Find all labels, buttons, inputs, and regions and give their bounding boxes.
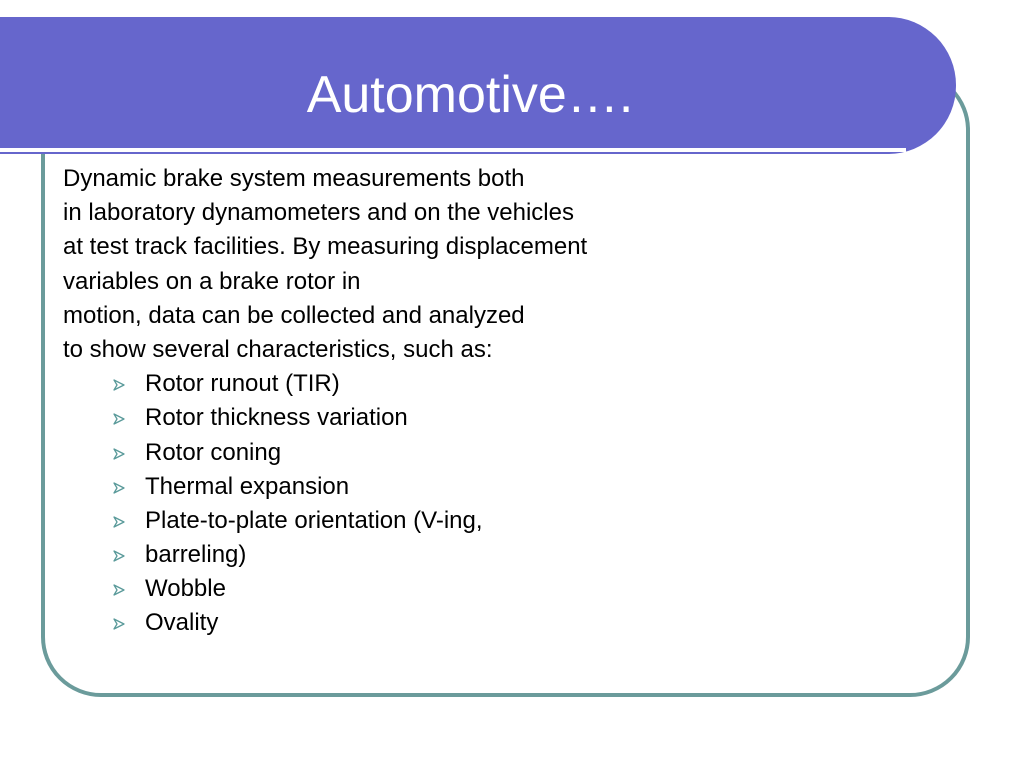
bullet-item [63,401,943,435]
bullet-text: Rotor runout (TIR) [145,370,340,398]
paragraph-line: Dynamic brake system measurements both [63,165,525,192]
paragraph-line: motion, data can be collected and analyzed [63,301,525,329]
bullet-item [63,436,943,470]
title-underline [0,148,906,152]
paragraph-line: at test track facilities. By measuring displacement [63,233,588,261]
arrowhead-bullet-icon [113,516,125,528]
bullet-list [63,367,943,641]
bullet-text: Thermal expansion [145,472,350,500]
slide-body [63,162,943,641]
arrowhead-bullet-icon [113,448,125,460]
bullet-text: barreling) [145,541,247,569]
bullet-item [63,606,943,640]
paragraph-line: to show several characteristics, such as: [63,335,493,363]
bullet-text: Plate-to-plate orientation (V-ing, [145,506,483,534]
arrowhead-bullet-icon [113,413,125,425]
arrowhead-bullet-icon [113,482,125,494]
bullet-text: Ovality [145,609,219,637]
arrowhead-bullet-icon [113,379,125,391]
arrowhead-bullet-icon [113,550,125,562]
bullet-text: Rotor thickness variation [145,404,408,432]
title-bar [0,17,956,154]
arrowhead-bullet-icon [113,618,125,630]
bullet-item [63,538,943,572]
bullet-text: Rotor coning [145,438,282,466]
bullet-item [63,572,943,606]
paragraph-line: in laboratory dynamometers and on the vehicles [63,199,574,227]
arrowhead-bullet-icon [113,584,125,596]
slide-title: Automotive…. [306,66,634,124]
bullet-item [63,504,943,538]
bullet-text: Wobble [145,575,226,603]
paragraph-line: variables on a brake rotor in [63,267,361,295]
bullet-item [63,470,943,504]
bullet-item [63,367,943,401]
